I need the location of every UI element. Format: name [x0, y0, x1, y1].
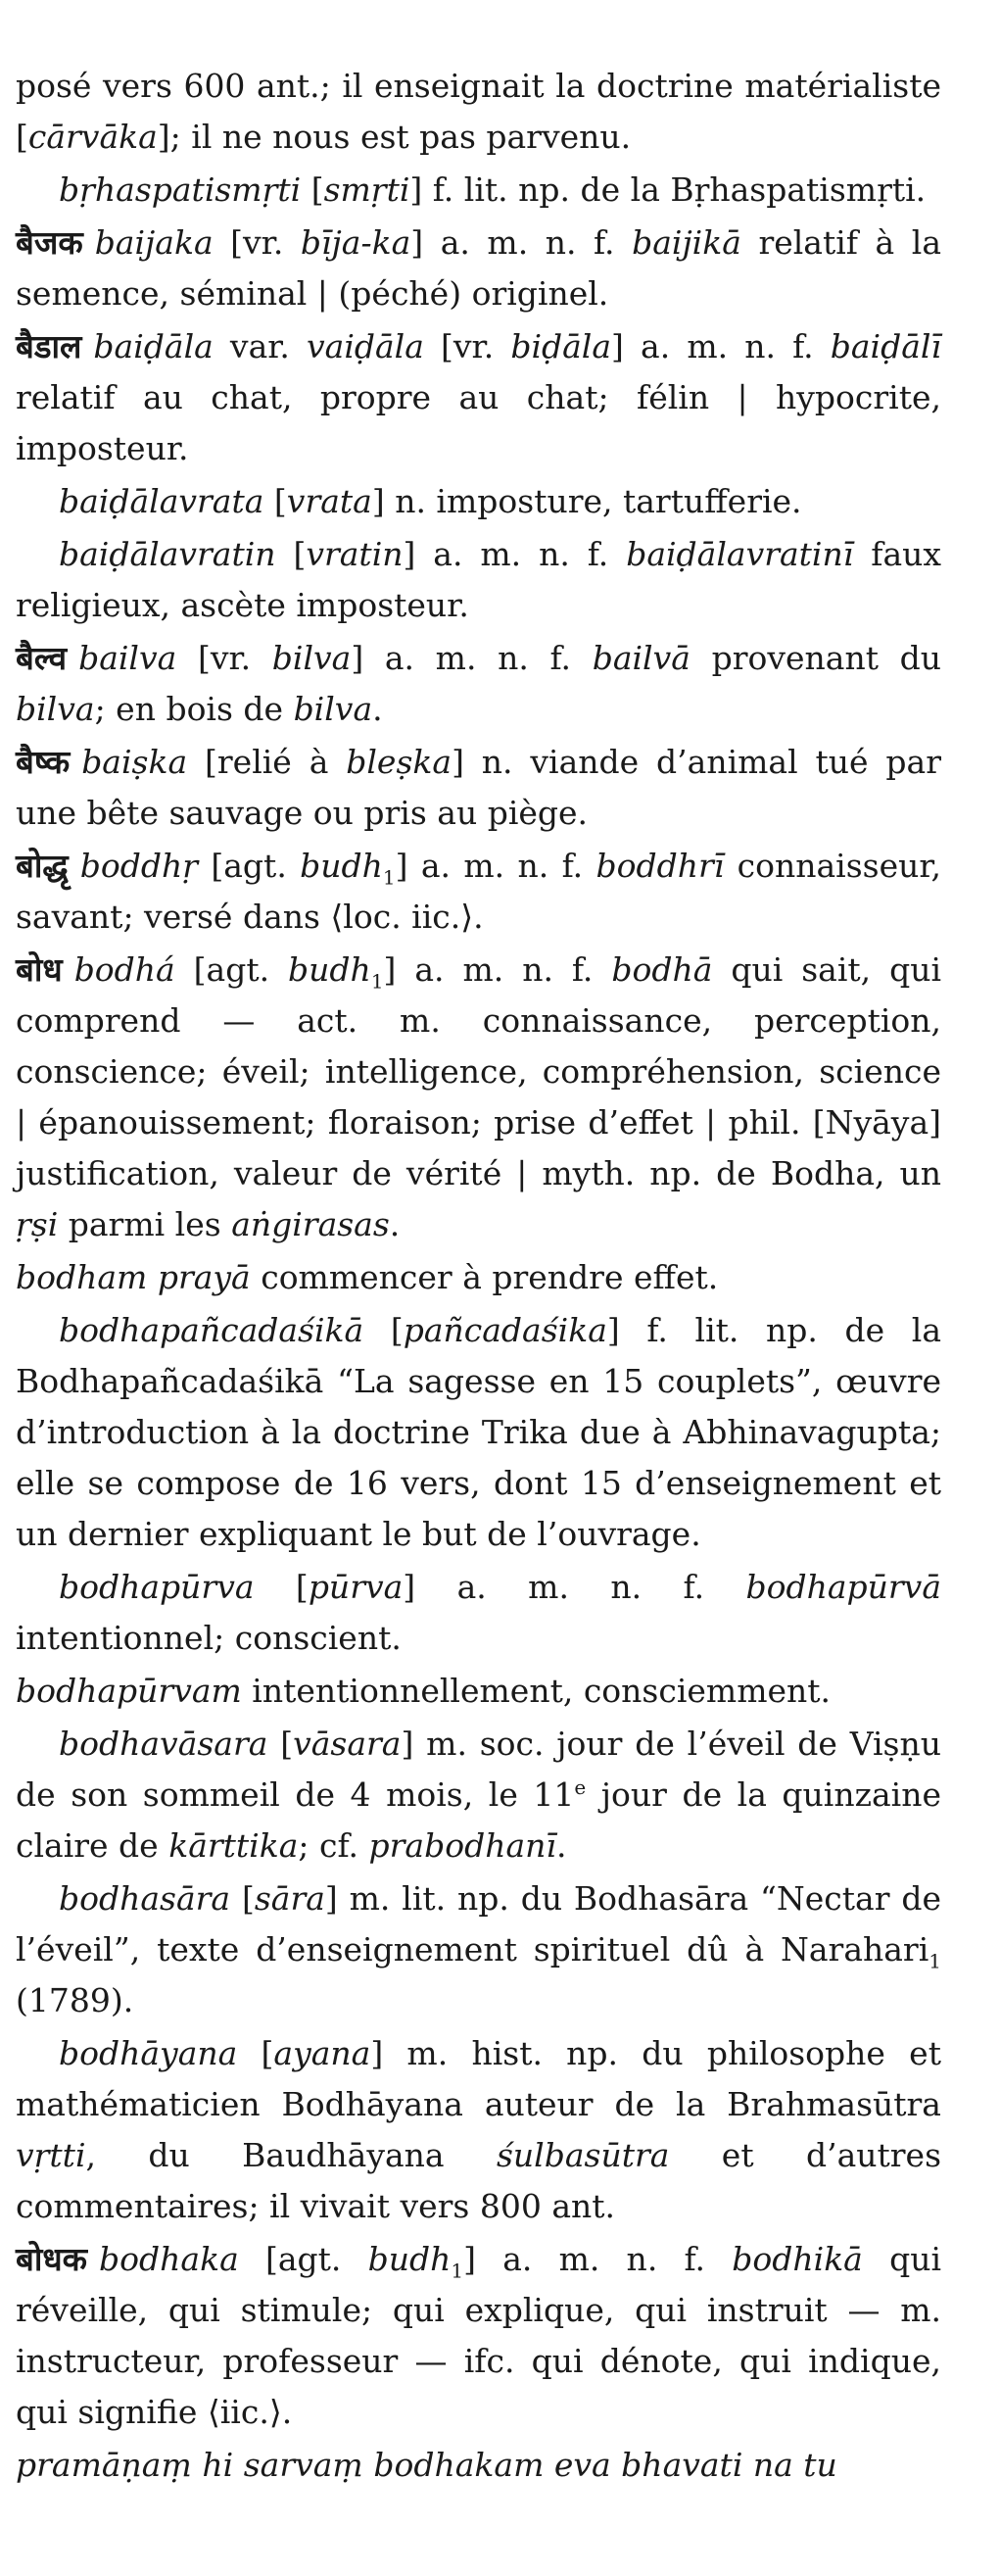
- dictionary-example: [16, 1252, 941, 1303]
- italic-term: bodhaka: [99, 2240, 239, 2278]
- italic-term: baijaka: [94, 223, 214, 262]
- italic-term: vratin: [306, 535, 404, 573]
- definition-text: .: [372, 690, 383, 728]
- definition-text: [agt.: [238, 2240, 368, 2278]
- definition-text: posé vers 600 ant.; il enseignait la doctrine matérialiste [: [16, 67, 941, 156]
- definition-text: ] m. lit. np. du Bodhasāra “Nectar de l’éveil”, texte d’enseignement spirituel dû à Narahari: [16, 1879, 941, 1968]
- definition-text: [: [363, 1311, 404, 1349]
- subscript-index: 1: [370, 969, 384, 994]
- dictionary-entry: [16, 633, 941, 735]
- definition-text: [: [230, 1879, 255, 1918]
- dictionary-subentry: [16, 165, 941, 216]
- italic-term: baiḍālavrata: [59, 482, 264, 520]
- italic-term: boddhṛ: [79, 847, 199, 885]
- italic-term: sāra: [254, 1879, 325, 1918]
- devanagari-headword: बैजक: [16, 223, 83, 262]
- definition-text: ] f. lit. np. de la Bṛhaspatismṛti.: [409, 170, 927, 209]
- devanagari-headword: बैडाल: [16, 327, 82, 365]
- definition-text: ] a. m. n. f.: [395, 847, 596, 885]
- dictionary-entry: [16, 945, 941, 1250]
- definition-text: relatif au chat, propre au chat; félin | hypocrite, imposteur.: [16, 378, 941, 467]
- italic-term: bodham prayā: [16, 1258, 251, 1296]
- italic-term: ṛṣi: [16, 1205, 59, 1243]
- italic-term: ayana: [273, 2034, 371, 2072]
- italic-term: pañcadaśika: [403, 1311, 607, 1349]
- italic-term: bodhá: [73, 950, 175, 989]
- italic-term: biḍāla: [510, 327, 612, 365]
- definition-text: (1789).: [16, 1981, 134, 2019]
- definition-text: [agt.: [198, 847, 301, 885]
- italic-term: bodhasāra: [59, 1879, 231, 1918]
- definition-text: faux religieux, ascète imposteur.: [16, 535, 941, 624]
- italic-term: bodhapūrvam: [16, 1672, 242, 1710]
- italic-term: baiḍāla: [93, 327, 214, 365]
- definition-text: intentionnel; conscient.: [16, 1619, 402, 1657]
- definition-text: [: [301, 170, 324, 209]
- definition-text: ; en bois de: [94, 690, 294, 728]
- definition-text: ] a. m. n. f.: [383, 950, 612, 989]
- italic-term: budh: [367, 2240, 452, 2278]
- italic-term: bodhapūrvā: [745, 1568, 941, 1606]
- dictionary-subentry: [16, 1562, 941, 1664]
- definition-text: jour de la quinzaine claire de: [16, 1775, 941, 1865]
- definition-text: [: [275, 535, 307, 573]
- italic-term: baiḍālavratinī: [626, 535, 854, 573]
- definition-text: ] a. m. n. f.: [410, 223, 633, 262]
- italic-term: pūrva: [308, 1568, 404, 1606]
- definition-text: provenant du: [690, 639, 941, 677]
- dictionary-entry: [16, 841, 941, 943]
- dictionary-entry: [16, 737, 941, 839]
- definition-text: , du Baudhāyana: [85, 2136, 497, 2174]
- definition-text: commencer à prendre effet.: [250, 1258, 719, 1296]
- italic-term: pramāṇaṃ hi sarvaṃ bodhakam eva bhavati na tu: [16, 2446, 837, 2484]
- italic-term: bodhapūrva: [59, 1568, 255, 1606]
- definition-text: ]; il ne nous est pas parvenu.: [157, 118, 632, 156]
- definition-text: qui réveille, qui stimule; qui explique, qui instruit — m. instructeur, professeur — ifc. qui dénote, qui indique, qui signifie ⟨iic.⟩.: [16, 2240, 942, 2431]
- definition-text: parmi les: [58, 1205, 232, 1243]
- italic-term: bilva: [16, 690, 95, 728]
- italic-term: bodhavāsara: [59, 1725, 268, 1763]
- italic-term: boddhrī: [595, 847, 725, 885]
- italic-term: vṛtti: [16, 2136, 86, 2174]
- definition-text: ] a. m. n. f.: [403, 1568, 746, 1606]
- dictionary-subentry: [16, 476, 941, 527]
- definition-text: ] n. viande d’animal tué par une bête sauvage ou pris au piège.: [16, 743, 941, 832]
- italic-term: bṛhaspatismṛti: [59, 170, 302, 209]
- definition-text: [agt.: [174, 950, 289, 989]
- italic-term: baijikā: [632, 223, 741, 262]
- italic-term: aṅgirasas: [231, 1205, 390, 1243]
- definition-text: [vr.: [423, 327, 511, 365]
- italic-term: cārvāka: [27, 118, 158, 156]
- dictionary-example: [16, 1666, 941, 1717]
- dictionary-subentry: [16, 2028, 941, 2232]
- devanagari-headword: बोधक: [16, 2240, 88, 2278]
- italic-term: bodhā: [611, 950, 713, 989]
- italic-term: bailva: [78, 639, 177, 677]
- definition-text: ] a. m. n. f.: [611, 327, 831, 365]
- dictionary-entry: [16, 218, 941, 319]
- definition-text: [vr.: [213, 223, 301, 262]
- definition-text: [relié à: [187, 743, 347, 781]
- definition-text: var.: [213, 327, 308, 365]
- italic-term: smṛti: [323, 170, 410, 209]
- dictionary-entry: [16, 2234, 941, 2438]
- dictionary-subentry: [16, 1305, 941, 1560]
- definition-text: ; cf.: [298, 1826, 369, 1865]
- devanagari-headword: बोद्धृ: [16, 847, 69, 885]
- italic-term: bodhikā: [732, 2240, 863, 2278]
- italic-term: bodhapañcadaśikā: [59, 1311, 364, 1349]
- definition-text: ] m. soc. jour de l’éveil de Viṣṇu de son sommeil de 4 mois, le 11: [16, 1725, 941, 1814]
- definition-text: connaisseur, savant; versé dans ⟨loc. iic.⟩.: [16, 847, 941, 936]
- definition-text: intentionnellement, consciemment.: [241, 1672, 832, 1710]
- italic-term: bodhāyana: [59, 2034, 238, 2072]
- italic-term: prabodhanī: [368, 1826, 556, 1865]
- definition-text: ] a. m. n. f.: [403, 535, 627, 573]
- italic-term: bailvā: [592, 639, 690, 677]
- definition-text: [: [267, 1725, 294, 1763]
- italic-term: bleṣka: [346, 743, 452, 781]
- devanagari-headword: बोध: [16, 950, 63, 989]
- dictionary-subentry: [16, 1873, 941, 2026]
- dictionary-example: [16, 2440, 941, 2491]
- definition-text: [: [237, 2034, 274, 2072]
- definition-text: relatif à la semence, séminal | (péché) originel.: [16, 223, 941, 313]
- devanagari-headword: बैष्क: [16, 743, 71, 781]
- italic-term: baiḍālī: [830, 327, 942, 365]
- definition-text: ] a. m. n. f.: [463, 2240, 733, 2278]
- definition-text: .: [389, 1205, 401, 1243]
- definition-text: ] f. lit. np. de la Bodhapañcadaśikā “La sagesse en 15 couplets”, œuvre d’introduction à la doctrine Trika due à Abhinavagupta; elle se compose de 16 vers, dont 15 d’enseignement et un dernier expliquant le but de l’ouvrage.: [16, 1311, 941, 1553]
- subscript-index: 1: [929, 1949, 941, 1973]
- italic-term: bilva: [293, 690, 373, 728]
- definition-text: .: [555, 1826, 567, 1865]
- italic-term: vaiḍāla: [307, 327, 424, 365]
- definition-text: [vr.: [176, 639, 272, 677]
- devanagari-headword: बैल्व: [16, 639, 68, 677]
- definition-text: ] n. imposture, tartufferie.: [371, 482, 802, 520]
- definition-text: [: [263, 482, 287, 520]
- dictionary-entry: [16, 321, 941, 474]
- italic-term: budh: [300, 847, 383, 885]
- italic-term: vrata: [286, 482, 372, 520]
- dictionary-subentry: [16, 529, 941, 631]
- italic-term: vāsara: [293, 1725, 402, 1763]
- entry-continuation: [16, 61, 941, 163]
- subscript-index: 1: [382, 865, 396, 890]
- italic-term: bilva: [271, 639, 352, 677]
- definition-text: ] m. hist. np. du philosophe et mathématicien Bodhāyana auteur de la Brahmasūtra: [16, 2034, 941, 2123]
- italic-term: bīja-ka: [300, 223, 411, 262]
- italic-term: baiṣka: [81, 743, 188, 781]
- italic-term: baiḍālavratin: [59, 535, 276, 573]
- italic-term: śulbasūtra: [496, 2136, 670, 2174]
- definition-text: qui sait, qui comprend — act. m. connaissance, perception, conscience; éveil; intelligence, compréhension, science | épanouissement; floraison; prise d’effet | phil. [Nyāya] justification, valeur de vérité | myth. np. de Bodha, un: [16, 950, 942, 1192]
- definition-text: [: [254, 1568, 309, 1606]
- italic-term: budh: [288, 950, 371, 989]
- superscript: e: [574, 1775, 587, 1799]
- definition-text: et d’autres commentaires; il vivait vers 800 ant.: [16, 2136, 942, 2225]
- italic-term: kārttika: [168, 1826, 299, 1865]
- dictionary-subentry: [16, 1719, 941, 1871]
- subscript-index: 1: [451, 2259, 464, 2283]
- definition-text: ] a. m. n. f.: [351, 639, 593, 677]
